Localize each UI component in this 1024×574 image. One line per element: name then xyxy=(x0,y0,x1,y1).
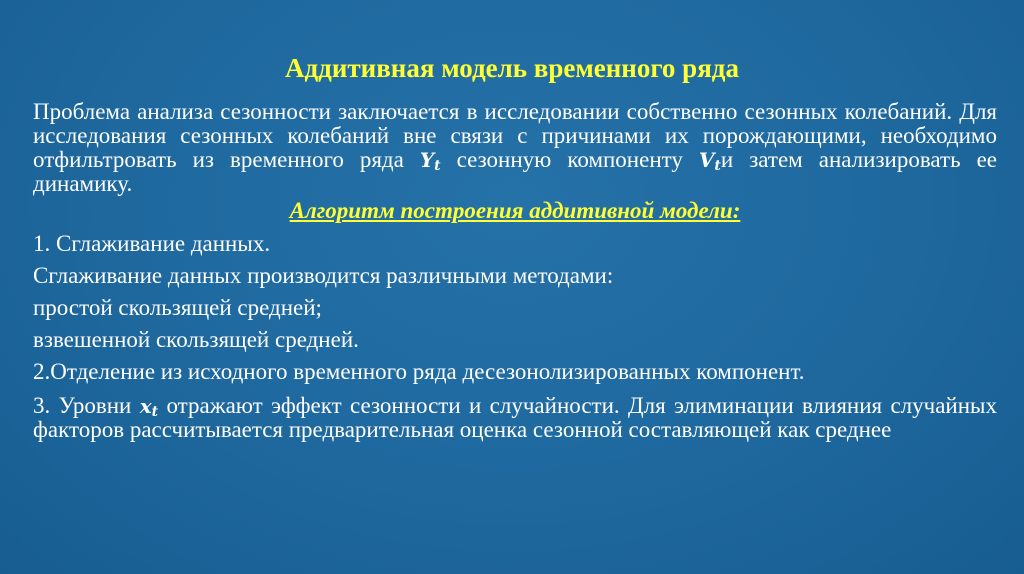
intro-text-1: Проблема анализа сезонности заключается в исследовании собственно сезонных колебаний. Для исследования сезонных колебаний вне связи с причинами их порождающими, необходимо отфильтровать из временного ряда xyxy=(33,99,997,172)
intro-text-2: сезонную компоненту xyxy=(440,147,699,172)
method-simple-moving-average: простой скользящей средней; xyxy=(33,295,322,320)
x-t-symbol: $x_t$ xyxy=(139,394,159,420)
intro-paragraph xyxy=(33,100,997,196)
smoothing-methods: Сглаживание данных производится различными методами: xyxy=(33,263,614,288)
method-weighted-moving-average: взвешенной скользящей средней. xyxy=(33,327,359,352)
step-2: 2.Отделение из исходного временного ряда десезонолизированных компонент. xyxy=(33,359,805,384)
algorithm-heading: Алгоритм построения аддитивной модели: xyxy=(289,198,741,223)
step-3 xyxy=(33,394,997,442)
y-t-symbol: $Y_t$ xyxy=(419,148,441,174)
slide-title: Аддитивная модель временного ряда xyxy=(285,53,739,83)
step3-text-2: отражают эффект сезонности и случайности. Для элиминации влияния случайных факторов рассчитывается предварительная оценка сезонной составляющей как среднее xyxy=(33,393,997,442)
step3-text-1: 3. Уровни xyxy=(33,393,140,418)
v-t-symbol: $V_t$ xyxy=(698,148,721,174)
slide-body xyxy=(33,100,997,465)
intro-text-3: и затем анализировать ее динамику. xyxy=(33,147,997,196)
step-1: 1. Сглаживание данных. xyxy=(33,231,271,256)
